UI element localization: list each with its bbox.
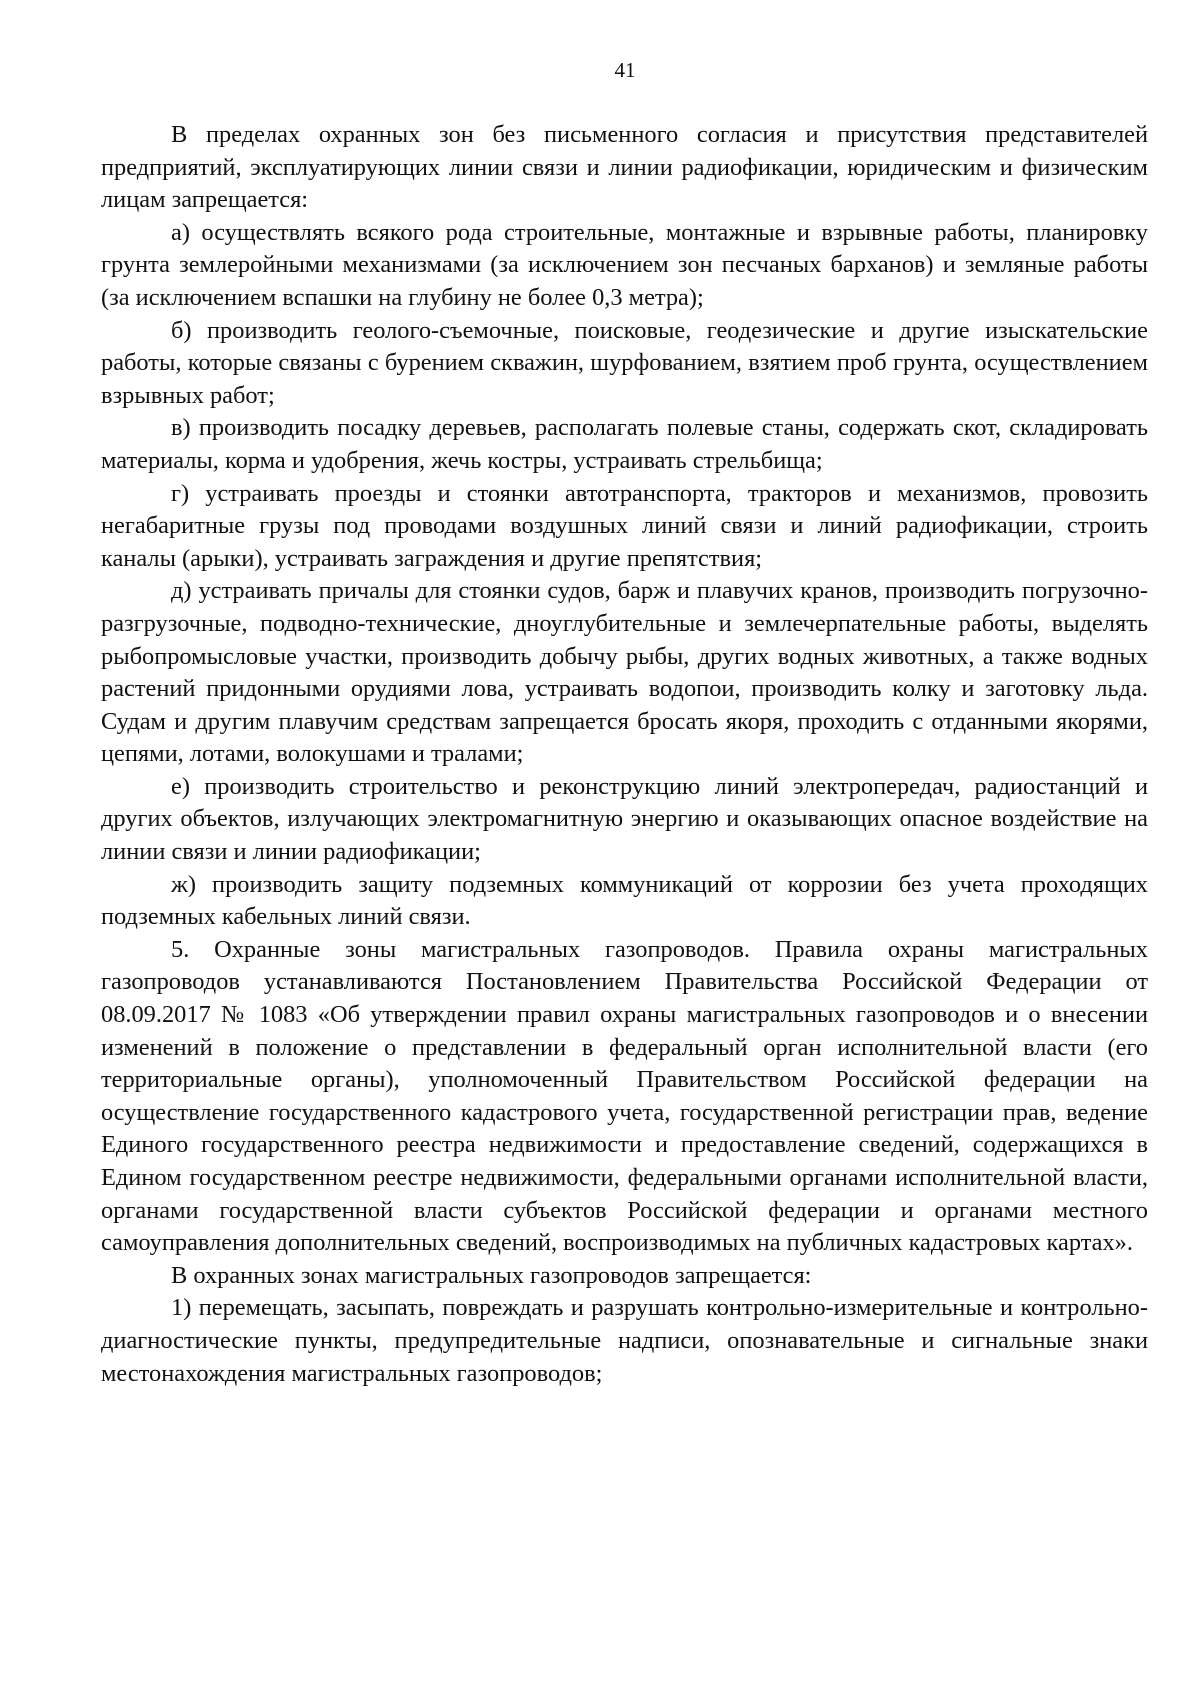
page-number: 41 [614,58,636,82]
list-item-a: а) осуществлять всякого рода строительные, монтажные и взрывные работы, планировку грунта землеройными механизмами (за исключением зон песчаных барханов) и земляные работы (за исключением вспашки на глубину не более 0,3 метра); [101,218,1148,311]
list-item-g: г) устраивать проезды и стоянки автотранспорта, тракторов и механизмов, провозить негабаритные грузы под проводами воздушных линий связи и линий радиофикации, строить каналы (арыки), устраивать заграждения и другие препятствия; [101,479,1148,572]
list-item-v: в) производить посадку деревьев, располагать полевые станы, содержать скот, складировать материалы, корма и удобрения, жечь костры, устраивать стрельбища; [101,414,1148,474]
intro-paragraph: В пределах охранных зон без письменного согласия и присутствия представителей предприятий, эксплуатирующих линии связи и линии радиофикации, юридическим и физическим лицам запрещается: [101,121,1148,214]
list-item-b: б) производить геолого-съемочные, поисковые, геодезические и другие изыскательские работы, которые связаны с бурением скважин, шурфованием, взятием проб грунта, осуществлением взрывных работ; [101,316,1148,409]
list-item-zh: ж) производить защиту подземных коммуникаций от коррозии без учета проходящих подземных кабельных линий связи. [101,870,1148,931]
list-item-d: д) устраивать причалы для стоянки судов, барж и плавучих кранов, производить погрузочно-разгрузочные, подводно-технические, дноуглубительные и землечерпательные работы, выделять рыбопромысловые участки, производить добычу рыбы, других водных животных, а также водных растений придонными орудиями лова, устраивать водопои, производить колку и заготовку льда. Судам и другим плавучим средствам запрещается бросать якоря, проходить с отданными якорями, цепями, лотами, волокушами и тралами; [101,577,1148,768]
list-item-1: 1) перемещать, засыпать, повреждать и разрушать контрольно-измерительные и контрольно-диагностические пункты, предупредительные надписи, опознавательные и сигнальные знаки местонахождения магистральных газопроводов; [101,1294,1148,1387]
list-item-e: е) производить строительство и реконструкцию линий электропередач, радиостанций и других объектов, излучающих электромагнитную энергию и оказывающих опасное воздействие на линии связи и линии радиофикации; [101,772,1148,866]
prohibitions-intro-paragraph: В охранных зонах магистральных газопроводов запрещается: [171,1261,812,1289]
section-5-paragraph: 5. Охранные зоны магистральных газопроводов. Правила охраны магистральных газопроводов устанавливаются Постановлением Правительства Российской Федерации от 08.09.2017 № 1083 «Об утверждении правил охраны магистральных газопроводов и о внесении изменений в положение о представлении в федеральный орган исполнительной власти (его территориальные органы), уполномоченный Правительством Российской федерации на осуществление государственного кадастрового учета, государственной регистрации прав, ведение Единого государственного реестра недвижимости и предоставление сведений, содержащихся в Едином государственном реестре недвижимости, федеральными органами исполнительной власти, органами государственной власти субъектов Российской федерации и органами местного самоуправления дополнительных сведений, воспроизводимых на публичных кадастровых картах». [101,935,1148,1257]
document-body [101,119,1148,1390]
